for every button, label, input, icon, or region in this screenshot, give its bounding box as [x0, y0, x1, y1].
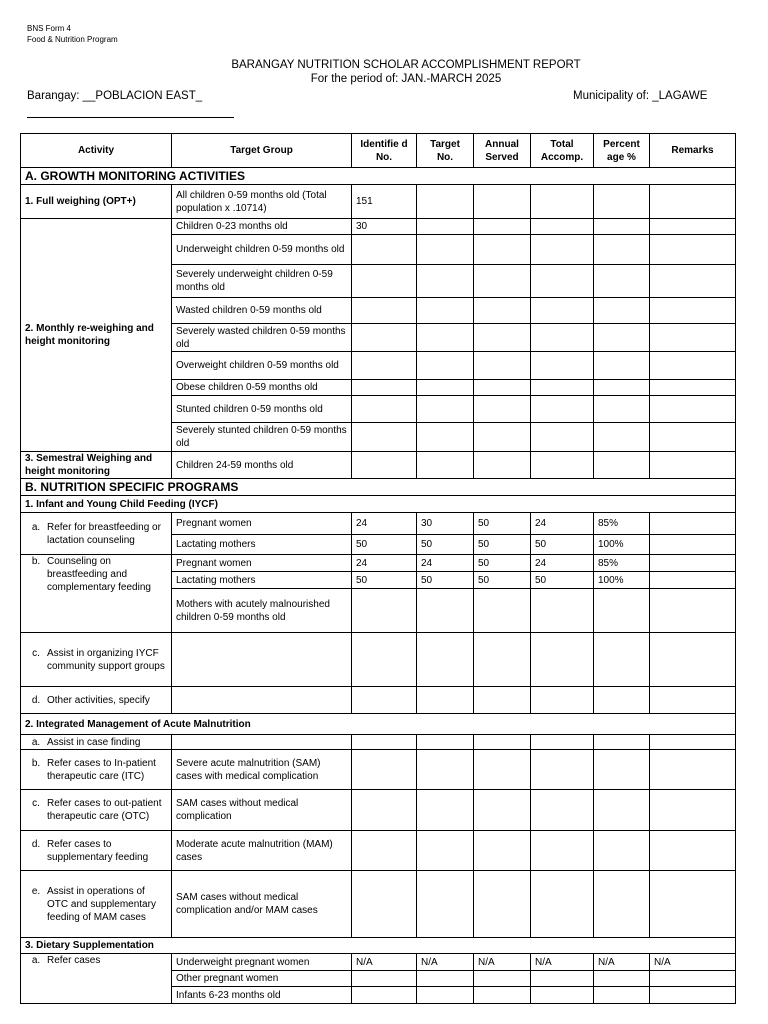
activity-label: Refer cases to In-patient therapeutic care (ITC): [47, 757, 156, 782]
remarks-cell: [650, 452, 736, 479]
percentage-cell: [594, 633, 650, 687]
activity-label: Refer cases: [47, 955, 101, 966]
activity-cell: [21, 790, 172, 831]
annual-served-cell: [474, 871, 531, 938]
target-no-cell: 50: [417, 572, 474, 589]
table-row: [21, 513, 736, 535]
identified-cell: 24: [352, 555, 417, 572]
target-no-cell: [417, 423, 474, 452]
annual-served-cell: [474, 185, 531, 219]
target-no-cell: [417, 185, 474, 219]
table-row: [21, 555, 736, 572]
target-group-cell: Pregnant women: [172, 513, 352, 535]
target-group-cell: Overweight children 0-59 months old: [172, 352, 352, 380]
annual-served-cell: 50: [474, 513, 531, 535]
annual-served-cell: [474, 831, 531, 871]
activity-cell: [21, 750, 172, 790]
target-no-cell: [417, 298, 474, 324]
remarks-cell: [650, 324, 736, 352]
table-row: [21, 185, 736, 219]
target-no-cell: [417, 265, 474, 298]
remarks-cell: [650, 235, 736, 265]
percentage-cell: [594, 396, 650, 423]
target-no-cell: [417, 971, 474, 987]
activity-label: Counseling on breastfeeding and complementary feeding: [47, 556, 151, 593]
total-accomp-cell: [531, 352, 594, 380]
target-no-cell: 50: [417, 535, 474, 555]
target-group-cell: Mothers with acutely malnourished children 0-59 months old: [172, 589, 352, 633]
target-no-cell: [417, 219, 474, 235]
form-code: BNS Form 4: [27, 24, 72, 33]
activity-label: Refer cases to supplementary feeding: [47, 838, 149, 863]
table-row: [21, 452, 736, 479]
annual-served-cell: 50: [474, 555, 531, 572]
item-letter: e.: [31, 885, 41, 897]
section-row: [21, 479, 736, 496]
total-accomp-cell: [531, 831, 594, 871]
target-group-cell: Obese children 0-59 months old: [172, 380, 352, 396]
target-group-cell: Children 0-23 months old: [172, 219, 352, 235]
form-program: Food & Nutrition Program: [27, 35, 118, 44]
activity-label: Assist in organizing IYCF community support groups: [47, 647, 165, 672]
table-row: [21, 871, 736, 938]
municipality-field: Municipality of: _LAGAWE: [573, 90, 708, 102]
total-accomp-cell: [531, 750, 594, 790]
remarks-cell: [650, 423, 736, 452]
item-letter: d.: [31, 838, 41, 850]
item-letter: b.: [31, 556, 41, 567]
remarks-cell: [650, 185, 736, 219]
activity-label: Other activities, specify: [47, 694, 150, 706]
activity-cell: [21, 831, 172, 871]
percentage-cell: [594, 735, 650, 750]
total-accomp-cell: [531, 324, 594, 352]
table-row: [21, 687, 736, 714]
table-row: [21, 735, 736, 750]
remarks-cell: [650, 687, 736, 714]
table-row: [21, 750, 736, 790]
percentage-cell: [594, 324, 650, 352]
total-accomp-cell: [531, 687, 594, 714]
identified-cell: 151: [352, 185, 417, 219]
activity-label: Refer for breastfeeding or lactation counseling: [47, 521, 161, 546]
target-no-cell: [417, 352, 474, 380]
identified-cell: [352, 633, 417, 687]
identified-cell: [352, 352, 417, 380]
target-no-cell: [417, 987, 474, 1004]
total-accomp-cell: 24: [531, 555, 594, 572]
header-identified: Identifie d No.: [352, 134, 417, 168]
remarks-cell: [650, 633, 736, 687]
header-percentage: Percent age %: [594, 134, 650, 168]
percentage-cell: [594, 298, 650, 324]
target-group-cell: Severely wasted children 0-59 months old: [172, 324, 352, 352]
remarks-cell: [650, 555, 736, 572]
activity-cell: 3. Semestral Weighing and height monitoring: [21, 452, 172, 479]
percentage-cell: [594, 352, 650, 380]
total-accomp-cell: [531, 633, 594, 687]
identified-cell: [352, 396, 417, 423]
table-row: [21, 219, 736, 235]
identified-cell: [352, 589, 417, 633]
total-accomp-cell: [531, 219, 594, 235]
annual-served-cell: [474, 987, 531, 1004]
annual-served-cell: [474, 687, 531, 714]
remarks-cell: [650, 871, 736, 938]
percentage-cell: 100%: [594, 572, 650, 589]
target-no-cell: [417, 324, 474, 352]
barangay-field: Barangay: __POBLACION EAST_: [27, 90, 203, 102]
remarks-cell: [650, 298, 736, 324]
target-no-cell: [417, 750, 474, 790]
annual-served-cell: [474, 352, 531, 380]
remarks-cell: N/A: [650, 954, 736, 971]
target-group-cell: Stunted children 0-59 months old: [172, 396, 352, 423]
header-total-accomp: Total Accomp.: [531, 134, 594, 168]
target-group-cell: Wasted children 0-59 months old: [172, 298, 352, 324]
header-target-group: Target Group: [172, 134, 352, 168]
target-no-cell: [417, 831, 474, 871]
identified-cell: 50: [352, 535, 417, 555]
activity-cell: [21, 954, 172, 1004]
identified-cell: [352, 324, 417, 352]
report-title-block: [0, 58, 768, 86]
target-no-cell: 30: [417, 513, 474, 535]
target-no-cell: N/A: [417, 954, 474, 971]
item-letter: c.: [32, 798, 40, 809]
annual-served-cell: N/A: [474, 954, 531, 971]
signature-line: [27, 117, 234, 118]
percentage-cell: N/A: [594, 954, 650, 971]
total-accomp-cell: N/A: [531, 954, 594, 971]
percentage-cell: 100%: [594, 535, 650, 555]
annual-served-cell: [474, 396, 531, 423]
identified-cell: [352, 871, 417, 938]
target-group-cell: Severely stunted children 0-59 months old: [172, 423, 352, 452]
target-no-cell: 24: [417, 555, 474, 572]
item-letter: d.: [31, 694, 41, 706]
target-no-cell: [417, 380, 474, 396]
total-accomp-cell: [531, 396, 594, 423]
remarks-cell: [650, 735, 736, 750]
activity-cell: [21, 735, 172, 750]
accomplishment-table: [20, 133, 736, 1004]
subsection-imam: 2. Integrated Management of Acute Malnutrition: [21, 714, 736, 735]
total-accomp-cell: [531, 735, 594, 750]
annual-served-cell: [474, 452, 531, 479]
header-row: [21, 134, 736, 168]
remarks-cell: [650, 987, 736, 1004]
identified-cell: [352, 831, 417, 871]
percentage-cell: [594, 185, 650, 219]
percentage-cell: [594, 790, 650, 831]
total-accomp-cell: [531, 971, 594, 987]
annual-served-cell: [474, 423, 531, 452]
target-group-cell: [172, 687, 352, 714]
table-row: [21, 954, 736, 971]
identified-cell: [352, 235, 417, 265]
total-accomp-cell: [531, 380, 594, 396]
table-row: [21, 633, 736, 687]
remarks-cell: [650, 513, 736, 535]
table-row: [21, 790, 736, 831]
annual-served-cell: [474, 790, 531, 831]
percentage-cell: [594, 971, 650, 987]
activity-cell: [21, 513, 172, 555]
activity-cell: [21, 633, 172, 687]
percentage-cell: [594, 380, 650, 396]
activity-cell: 2. Monthly re-weighing and height monitoring: [21, 219, 172, 452]
target-group-cell: [172, 633, 352, 687]
annual-served-cell: [474, 324, 531, 352]
percentage-cell: [594, 687, 650, 714]
percentage-cell: [594, 235, 650, 265]
target-group-cell: Underweight children 0-59 months old: [172, 235, 352, 265]
target-no-cell: [417, 871, 474, 938]
subsection-row: [21, 714, 736, 735]
activity-label: Refer cases to out-patient therapeutic care (OTC): [47, 798, 162, 822]
subsection-row: [21, 496, 736, 513]
target-group-cell: Pregnant women: [172, 555, 352, 572]
percentage-cell: [594, 265, 650, 298]
percentage-cell: [594, 589, 650, 633]
section-nutrition-specific: B. NUTRITION SPECIFIC PROGRAMS: [21, 479, 736, 496]
remarks-cell: [650, 790, 736, 831]
target-group-cell: Moderate acute malnutrition (MAM) cases: [172, 831, 352, 871]
subsection-dietary: 3. Dietary Supplementation: [21, 938, 736, 954]
identified-cell: [352, 380, 417, 396]
remarks-cell: [650, 831, 736, 871]
identified-cell: [352, 750, 417, 790]
target-no-cell: [417, 735, 474, 750]
annual-served-cell: [474, 971, 531, 987]
remarks-cell: [650, 971, 736, 987]
target-group-cell: Infants 6-23 months old: [172, 987, 352, 1004]
identified-cell: [352, 735, 417, 750]
target-no-cell: [417, 452, 474, 479]
identified-cell: 24: [352, 513, 417, 535]
identified-cell: [352, 452, 417, 479]
form-header: [27, 23, 118, 45]
remarks-cell: [650, 589, 736, 633]
percentage-cell: [594, 452, 650, 479]
subsection-iycf: 1. Infant and Young Child Feeding (IYCF): [21, 496, 736, 513]
identified-cell: 50: [352, 572, 417, 589]
target-group-cell: All children 0-59 months old (Total population x .10714): [172, 185, 352, 219]
annual-served-cell: [474, 750, 531, 790]
annual-served-cell: 50: [474, 535, 531, 555]
remarks-cell: [650, 572, 736, 589]
identified-cell: [352, 971, 417, 987]
activity-label: Assist in operations of OTC and supplementary feeding of MAM cases: [47, 885, 156, 923]
target-no-cell: [417, 589, 474, 633]
percentage-cell: 85%: [594, 513, 650, 535]
target-no-cell: [417, 790, 474, 831]
total-accomp-cell: [531, 790, 594, 831]
activity-label: Assist in case finding: [47, 736, 141, 748]
total-accomp-cell: [531, 871, 594, 938]
percentage-cell: [594, 987, 650, 1004]
header-annual-served: Annual Served: [474, 134, 531, 168]
activity-cell: 1. Full weighing (OPT+): [21, 185, 172, 219]
total-accomp-cell: [531, 452, 594, 479]
percentage-cell: [594, 831, 650, 871]
identified-cell: [352, 790, 417, 831]
target-no-cell: [417, 396, 474, 423]
identified-cell: [352, 298, 417, 324]
annual-served-cell: [474, 380, 531, 396]
annual-served-cell: 50: [474, 572, 531, 589]
annual-served-cell: [474, 589, 531, 633]
annual-served-cell: [474, 633, 531, 687]
target-group-cell: Other pregnant women: [172, 971, 352, 987]
identified-cell: 30: [352, 219, 417, 235]
remarks-cell: [650, 352, 736, 380]
annual-served-cell: [474, 265, 531, 298]
total-accomp-cell: [531, 987, 594, 1004]
annual-served-cell: [474, 735, 531, 750]
total-accomp-cell: [531, 265, 594, 298]
table-row: [21, 831, 736, 871]
annual-served-cell: [474, 219, 531, 235]
percentage-cell: 85%: [594, 555, 650, 572]
activity-cell: [21, 687, 172, 714]
activity-cell: [21, 555, 172, 633]
item-letter: a.: [31, 736, 41, 748]
header-remarks: Remarks: [650, 134, 736, 168]
remarks-cell: [650, 535, 736, 555]
item-letter: a.: [31, 955, 41, 966]
identified-cell: N/A: [352, 954, 417, 971]
target-group-cell: [172, 735, 352, 750]
section-row: [21, 168, 736, 185]
annual-served-cell: [474, 235, 531, 265]
target-group-cell: Severely underweight children 0-59 months old: [172, 265, 352, 298]
percentage-cell: [594, 871, 650, 938]
remarks-cell: [650, 265, 736, 298]
target-group-cell: Lactating mothers: [172, 572, 352, 589]
total-accomp-cell: 50: [531, 572, 594, 589]
identified-cell: [352, 987, 417, 1004]
target-group-cell: SAM cases without medical complication and/or MAM cases: [172, 871, 352, 938]
activity-cell: [21, 871, 172, 938]
total-accomp-cell: 50: [531, 535, 594, 555]
total-accomp-cell: [531, 298, 594, 324]
percentage-cell: [594, 750, 650, 790]
remarks-cell: [650, 396, 736, 423]
total-accomp-cell: [531, 423, 594, 452]
remarks-cell: [650, 219, 736, 235]
total-accomp-cell: [531, 589, 594, 633]
report-title: BARANGAY NUTRITION SCHOLAR ACCOMPLISHMENT REPORT: [231, 59, 581, 71]
header-activity: Activity: [21, 134, 172, 168]
report-period: For the period of: JAN.-MARCH 2025: [310, 73, 502, 85]
target-no-cell: [417, 633, 474, 687]
identified-cell: [352, 265, 417, 298]
remarks-cell: [650, 380, 736, 396]
target-no-cell: [417, 235, 474, 265]
identified-cell: [352, 687, 417, 714]
percentage-cell: [594, 219, 650, 235]
remarks-cell: [650, 750, 736, 790]
header-target-no: Target No.: [417, 134, 474, 168]
target-no-cell: [417, 687, 474, 714]
item-letter: c.: [32, 647, 40, 659]
item-letter: b.: [31, 757, 41, 769]
target-group-cell: Lactating mothers: [172, 535, 352, 555]
item-letter: a.: [31, 521, 41, 533]
section-growth-monitoring: A. GROWTH MONITORING ACTIVITIES: [21, 168, 736, 185]
subsection-row: [21, 938, 736, 954]
target-group-cell: SAM cases without medical complication: [172, 790, 352, 831]
percentage-cell: [594, 423, 650, 452]
target-group-cell: Underweight pregnant women: [172, 954, 352, 971]
total-accomp-cell: 24: [531, 513, 594, 535]
target-group-cell: Children 24-59 months old: [172, 452, 352, 479]
total-accomp-cell: [531, 235, 594, 265]
total-accomp-cell: [531, 185, 594, 219]
target-group-cell: Severe acute malnutrition (SAM) cases with medical complication: [172, 750, 352, 790]
annual-served-cell: [474, 298, 531, 324]
identified-cell: [352, 423, 417, 452]
